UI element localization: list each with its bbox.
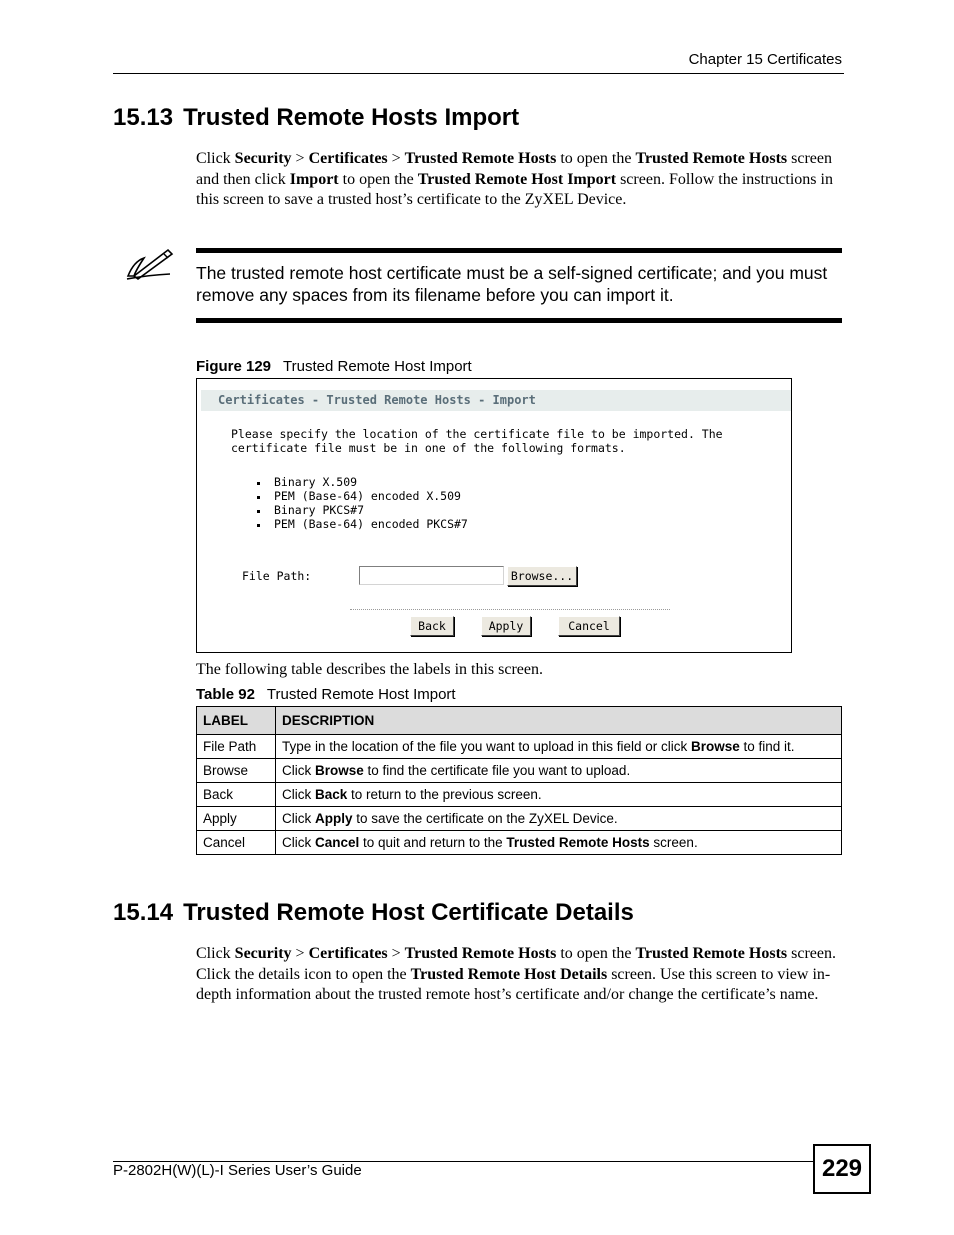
page-number: 229 <box>813 1144 871 1194</box>
section-title: Trusted Remote Host Certificate Details <box>183 899 634 926</box>
table-row <box>197 831 842 855</box>
table-header-row <box>197 707 842 735</box>
format-item: Binary X.509 <box>256 475 468 489</box>
format-item: Binary PKCS#7 <box>256 503 468 517</box>
note-text: The trusted remote host certificate must be a self-signed certificate; and you must remove any spaces from its filename before you can import it. <box>196 263 828 305</box>
row-description: Click Browse to find the certificate file you want to upload. <box>276 759 842 783</box>
format-list <box>256 475 468 531</box>
screen-title: Certificates - Trusted Remote Hosts - Import <box>218 393 536 407</box>
row-label: Back <box>197 783 276 807</box>
section-number: 15.13 <box>113 104 174 131</box>
chapter-header: Chapter 15 Certificates <box>688 51 842 68</box>
figure-caption <box>196 358 472 375</box>
bold-term: Trusted Remote Hosts <box>506 835 650 850</box>
back-button[interactable]: Back <box>410 616 454 636</box>
table-row <box>197 783 842 807</box>
bold-term: Trusted Remote Hosts <box>635 945 788 962</box>
bold-term: Trusted Remote Hosts <box>635 150 788 167</box>
table-caption-text: Trusted Remote Host Import <box>266 686 456 703</box>
bold-term: Back <box>315 787 348 802</box>
header-rule <box>113 73 844 74</box>
bold-term: Browse <box>690 739 740 754</box>
bold-term: Trusted Remote Host Details <box>410 965 608 983</box>
section-number: 15.14 <box>113 899 174 926</box>
section-15-14-paragraph: Click Security > Certificates > Trusted Remote Hosts to open the Trusted Remote Hosts screen. Click the details icon to open the Trusted Remote Host Details screen. Use this screen to view in-depth information about the trusted remote host’s certificate and/or change the certificate’s name. <box>196 945 836 1003</box>
bold-term: Trusted Remote Hosts <box>404 150 557 167</box>
label-description-table <box>196 706 842 855</box>
bold-term: Apply <box>315 811 353 826</box>
row-label: File Path <box>197 735 276 759</box>
format-item: PEM (Base-64) encoded PKCS#7 <box>256 517 468 531</box>
bold-term: Cancel <box>315 835 360 850</box>
table-row <box>197 735 842 759</box>
row-description: Click Apply to save the certificate on the ZyXEL Device. <box>276 807 842 831</box>
pencil-note-icon <box>124 246 176 282</box>
section-heading-15-13 <box>113 104 519 132</box>
footer-guide-title: P-2802H(W)(L)-I Series User’s Guide <box>113 1162 362 1179</box>
screen-description: Please specify the location of the certificate file to be imported. The certificate file must be in one of the following formats. <box>231 427 723 455</box>
cancel-button[interactable]: Cancel <box>558 616 620 636</box>
section-title: Trusted Remote Hosts Import <box>183 104 520 131</box>
browse-button[interactable]: Browse... <box>507 566 577 586</box>
table-intro: The following table describes the labels in this screen. <box>196 661 544 678</box>
table-row <box>197 759 842 783</box>
file-path-label: File Path: <box>242 569 312 583</box>
apply-button[interactable]: Apply <box>481 616 531 636</box>
note-bar-bottom <box>196 318 842 323</box>
column-header-description: DESCRIPTION <box>276 707 842 735</box>
figure-label: Figure 129 <box>196 358 272 375</box>
row-label: Cancel <box>197 831 276 855</box>
column-header-label: LABEL <box>197 707 276 735</box>
section-heading-15-14 <box>113 899 634 927</box>
bold-term: Import <box>289 170 339 188</box>
row-description: Type in the location of the file you want to upload in this field or click Browse to find it. <box>276 735 842 759</box>
file-path-input[interactable] <box>359 566 504 585</box>
row-label: Apply <box>197 807 276 831</box>
bold-term: Security <box>234 150 292 167</box>
dotted-separator <box>350 609 670 610</box>
bold-term: Trusted Remote Hosts <box>404 945 557 962</box>
format-item: PEM (Base-64) encoded X.509 <box>256 489 468 503</box>
row-description: Click Back to return to the previous screen. <box>276 783 842 807</box>
row-description: Click Cancel to quit and return to the Trusted Remote Hosts screen. <box>276 831 842 855</box>
figure-caption-text: Trusted Remote Host Import <box>283 358 472 375</box>
table-label: Table 92 <box>196 686 255 703</box>
bold-term: Browse <box>315 763 364 778</box>
table-row <box>197 807 842 831</box>
bold-term: Certificates <box>308 945 388 962</box>
bold-term: Trusted Remote Host Import <box>417 170 617 188</box>
row-label: Browse <box>197 759 276 783</box>
note-bar-top <box>196 248 842 253</box>
bold-term: Security <box>234 945 292 962</box>
section-15-13-paragraph: Click Security > Certificates > Trusted Remote Hosts to open the Trusted Remote Hosts screen and then click Import to open the Trusted Remote Host Import screen. Follow the instructions in this screen to save a trusted host’s certificate to the ZyXEL Device. <box>196 150 833 208</box>
bold-term: Certificates <box>308 150 388 167</box>
table-caption <box>196 686 456 703</box>
